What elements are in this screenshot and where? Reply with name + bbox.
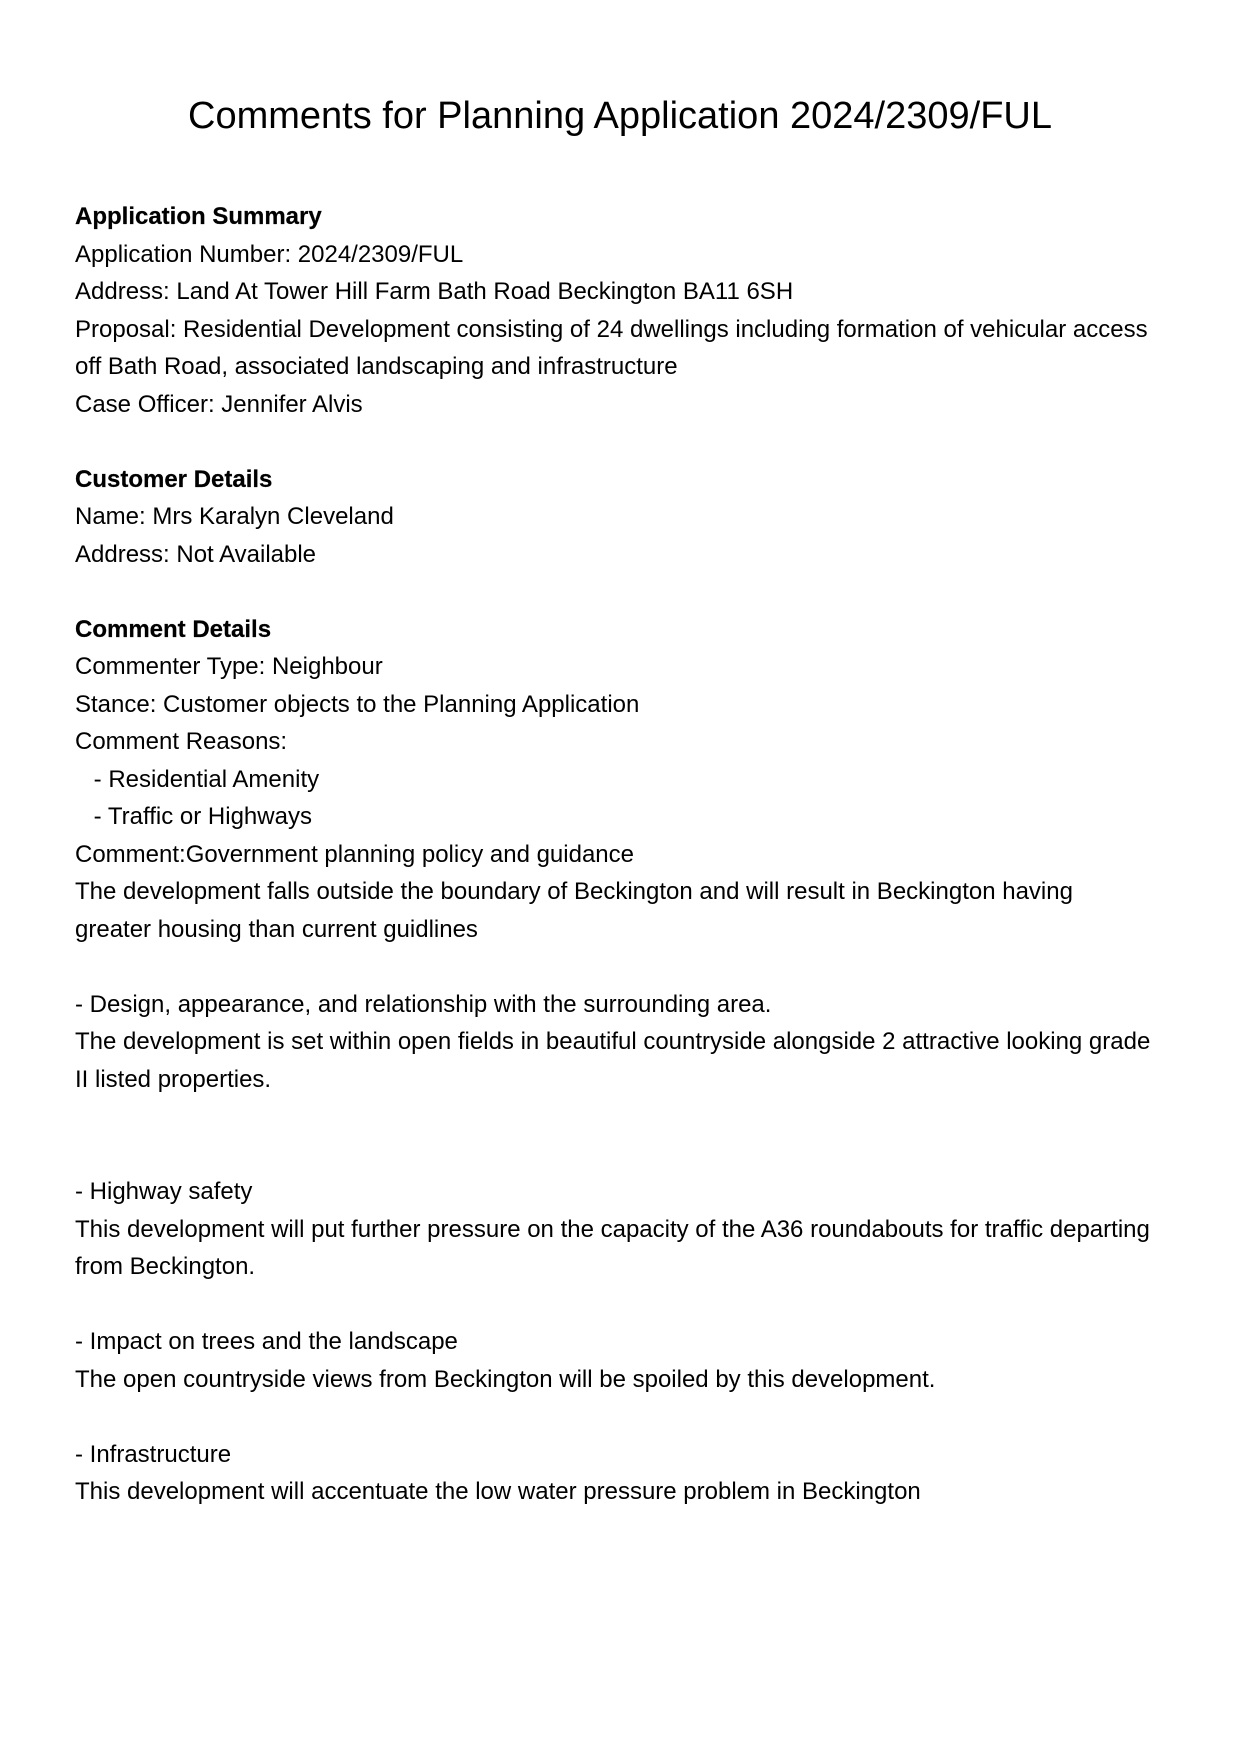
customer-details-section: [75, 461, 1155, 574]
comment-reasons-label: Comment Reasons:: [75, 728, 288, 755]
spacer: [75, 948, 1155, 986]
stance: Stance: Customer objects to the Planning Application: [75, 690, 640, 718]
spacer: [75, 573, 1155, 611]
application-number: Application Number: 2024/2309/FUL: [75, 240, 464, 268]
comment-details-heading: Comment Details: [75, 615, 272, 643]
design-heading: - Design, appearance, and relationship with the surrounding area.: [75, 990, 772, 1018]
spacer: [75, 423, 1155, 461]
spacer: [75, 1286, 1155, 1324]
customer-name: Name: Mrs Karalyn Cleveland: [75, 503, 394, 530]
trees-heading: - Impact on trees and the landscape: [75, 1328, 458, 1355]
customer-details-heading: Customer Details: [75, 465, 273, 493]
page-title: Comments for Planning Application 2024/2309/FUL: [188, 95, 1052, 137]
spacer: [75, 1398, 1155, 1436]
comment-paragraph: The development falls outside the boundary of Beckington and will result in Beckington having greater housing than current guidlines: [75, 878, 1080, 943]
application-summary-heading: Application Summary: [75, 203, 322, 230]
document-body: [75, 198, 1155, 1511]
spacer: [75, 1098, 1155, 1173]
application-proposal: Proposal: Residential Development consisting of 24 dwellings including formation of vehicular access off Bath Road, associated landscaping and infrastructure: [75, 315, 1155, 380]
application-address: Address: Land At Tower Hill Farm Bath Road Beckington BA11 6SH: [75, 278, 794, 305]
trees-text: The open countryside views from Beckington will be spoiled by this development.: [75, 1365, 936, 1393]
commenter-type: Commenter Type: Neighbour: [75, 653, 383, 680]
comment-intro: Comment:Government planning policy and guidance: [75, 840, 634, 868]
infrastructure-heading: - Infrastructure: [75, 1440, 232, 1468]
infrastructure-text: This development will accentuate the low water pressure problem in Beckington: [75, 1478, 921, 1505]
application-summary-section: [75, 198, 1155, 423]
comment-reason-item: - Traffic or Highways: [87, 803, 312, 830]
comment-details-section: [75, 611, 1155, 1511]
case-officer: Case Officer: Jennifer Alvis: [75, 390, 363, 418]
customer-address: Address: Not Available: [75, 540, 317, 568]
comment-reason-item: - Residential Amenity: [87, 765, 320, 793]
highway-text: This development will put further pressure on the capacity of the A36 roundabouts for traffic departing from Beckington.: [75, 1215, 1157, 1280]
highway-heading: - Highway safety: [75, 1178, 253, 1205]
design-text: The development is set within open fields in beautiful countryside alongside 2 attractive looking grade II listed properties.: [75, 1028, 1157, 1093]
